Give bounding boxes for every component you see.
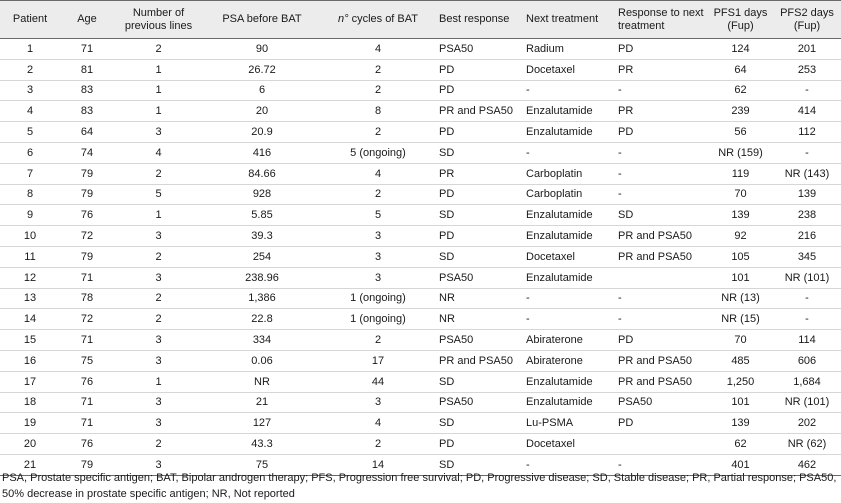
table-row bbox=[0, 226, 841, 247]
cell-patient: 15 bbox=[0, 330, 60, 351]
cell-pfs2: 606 bbox=[773, 350, 841, 371]
cell-cycles-of-bat: 4 bbox=[321, 413, 435, 434]
cell-best-response: SD bbox=[435, 142, 522, 163]
header-age: Age bbox=[60, 1, 114, 39]
cell-pfs2: NR (143) bbox=[773, 163, 841, 184]
table-row bbox=[0, 434, 841, 455]
cell-psa-before-bat: 5.85 bbox=[203, 205, 321, 226]
cell-previous-lines: 5 bbox=[114, 184, 203, 205]
cell-pfs2: 114 bbox=[773, 330, 841, 351]
cell-pfs2: 216 bbox=[773, 226, 841, 247]
cell-response-next-treatment: PSA50 bbox=[614, 392, 708, 413]
cell-patient: 14 bbox=[0, 309, 60, 330]
header-pfs1: PFS1 days (Fup) bbox=[708, 1, 773, 39]
cell-response-next-treatment: PR bbox=[614, 59, 708, 80]
cell-age: 76 bbox=[60, 371, 114, 392]
cell-pfs1: 1,250 bbox=[708, 371, 773, 392]
cell-response-next-treatment: - bbox=[614, 184, 708, 205]
cell-patient: 20 bbox=[0, 434, 60, 455]
cell-response-next-treatment bbox=[614, 434, 708, 455]
cell-patient: 8 bbox=[0, 184, 60, 205]
cell-previous-lines: 1 bbox=[114, 101, 203, 122]
cell-next-treatment: Enzalutamide bbox=[522, 371, 614, 392]
cell-best-response: NR bbox=[435, 288, 522, 309]
cell-age: 78 bbox=[60, 288, 114, 309]
cell-psa-before-bat: 254 bbox=[203, 246, 321, 267]
header-row bbox=[0, 1, 841, 39]
cell-age: 83 bbox=[60, 101, 114, 122]
cell-age: 79 bbox=[60, 163, 114, 184]
cell-cycles-of-bat: 1 (ongoing) bbox=[321, 309, 435, 330]
cell-psa-before-bat: 22.8 bbox=[203, 309, 321, 330]
cell-age: 76 bbox=[60, 205, 114, 226]
cell-psa-before-bat: 0.06 bbox=[203, 350, 321, 371]
cell-patient: 16 bbox=[0, 350, 60, 371]
cell-age: 75 bbox=[60, 350, 114, 371]
cell-patient: 21 bbox=[0, 454, 60, 475]
cell-patient: 10 bbox=[0, 226, 60, 247]
header-patient: Patient bbox=[0, 1, 60, 39]
cell-pfs2: - bbox=[773, 309, 841, 330]
cell-cycles-of-bat: 2 bbox=[321, 122, 435, 143]
cell-response-next-treatment: - bbox=[614, 142, 708, 163]
cell-previous-lines: 2 bbox=[114, 309, 203, 330]
cell-response-next-treatment: PD bbox=[614, 122, 708, 143]
cell-best-response: PR and PSA50 bbox=[435, 101, 522, 122]
table-row bbox=[0, 330, 841, 351]
cell-next-treatment: Docetaxel bbox=[522, 246, 614, 267]
cell-pfs1: 485 bbox=[708, 350, 773, 371]
cell-patient: 11 bbox=[0, 246, 60, 267]
cell-previous-lines: 2 bbox=[114, 163, 203, 184]
cell-previous-lines: 3 bbox=[114, 267, 203, 288]
cell-next-treatment: Enzalutamide bbox=[522, 122, 614, 143]
cell-pfs1: NR (13) bbox=[708, 288, 773, 309]
cell-patient: 13 bbox=[0, 288, 60, 309]
cell-age: 72 bbox=[60, 309, 114, 330]
cell-response-next-treatment: - bbox=[614, 454, 708, 475]
cell-pfs2: NR (101) bbox=[773, 392, 841, 413]
cell-pfs1: 70 bbox=[708, 184, 773, 205]
cell-cycles-of-bat: 17 bbox=[321, 350, 435, 371]
cell-cycles-of-bat: 2 bbox=[321, 59, 435, 80]
cell-age: 71 bbox=[60, 330, 114, 351]
cell-psa-before-bat: 20 bbox=[203, 101, 321, 122]
cell-cycles-of-bat: 14 bbox=[321, 454, 435, 475]
cell-response-next-treatment: PD bbox=[614, 330, 708, 351]
cell-patient: 7 bbox=[0, 163, 60, 184]
cell-next-treatment: Radium bbox=[522, 39, 614, 60]
cell-cycles-of-bat: 3 bbox=[321, 246, 435, 267]
cell-cycles-of-bat: 2 bbox=[321, 434, 435, 455]
table-row bbox=[0, 288, 841, 309]
cell-cycles-of-bat: 8 bbox=[321, 101, 435, 122]
cell-pfs2: 345 bbox=[773, 246, 841, 267]
cell-cycles-of-bat: 2 bbox=[321, 80, 435, 101]
cell-previous-lines: 3 bbox=[114, 226, 203, 247]
cell-psa-before-bat: 84.66 bbox=[203, 163, 321, 184]
cell-best-response: SD bbox=[435, 205, 522, 226]
cell-patient: 3 bbox=[0, 80, 60, 101]
cell-cycles-of-bat: 2 bbox=[321, 184, 435, 205]
cell-pfs2: 112 bbox=[773, 122, 841, 143]
cell-age: 71 bbox=[60, 39, 114, 60]
cell-next-treatment: Lu-PSMA bbox=[522, 413, 614, 434]
cell-cycles-of-bat: 3 bbox=[321, 226, 435, 247]
cell-previous-lines: 2 bbox=[114, 39, 203, 60]
cell-previous-lines: 2 bbox=[114, 288, 203, 309]
cell-next-treatment: Enzalutamide bbox=[522, 392, 614, 413]
cell-next-treatment: - bbox=[522, 142, 614, 163]
cell-next-treatment: - bbox=[522, 309, 614, 330]
cell-psa-before-bat: 6 bbox=[203, 80, 321, 101]
table-footnote: PSA, Prostate specific antigen; BAT, Bipolar androgen therapy; PFS, Progression free survival; PD, Progressive disease; SD, Stable disease; PR, Partial response; PSA50, 50% decrease in prostate specific antigen; NR, Not reported bbox=[2, 472, 837, 500]
cell-best-response: PSA50 bbox=[435, 267, 522, 288]
cell-pfs1: NR (159) bbox=[708, 142, 773, 163]
cell-psa-before-bat: 20.9 bbox=[203, 122, 321, 143]
cell-next-treatment: Carboplatin bbox=[522, 184, 614, 205]
table-row bbox=[0, 350, 841, 371]
cell-patient: 6 bbox=[0, 142, 60, 163]
header-cycles-prefix: n° bbox=[337, 13, 349, 25]
header-next-treatment: Next treatment bbox=[522, 1, 614, 39]
cell-previous-lines: 3 bbox=[114, 392, 203, 413]
cell-pfs1: 105 bbox=[708, 246, 773, 267]
cell-best-response: PD bbox=[435, 184, 522, 205]
cell-pfs1: 56 bbox=[708, 122, 773, 143]
cell-patient: 4 bbox=[0, 101, 60, 122]
cell-patient: 1 bbox=[0, 39, 60, 60]
cell-age: 74 bbox=[60, 142, 114, 163]
cell-next-treatment: Docetaxel bbox=[522, 434, 614, 455]
table-row bbox=[0, 142, 841, 163]
header-best-response: Best response bbox=[435, 1, 522, 39]
cell-psa-before-bat: 1,386 bbox=[203, 288, 321, 309]
cell-age: 71 bbox=[60, 267, 114, 288]
header-cycles-suffix: cycles of BAT bbox=[348, 13, 418, 25]
cell-pfs1: 64 bbox=[708, 59, 773, 80]
cell-patient: 5 bbox=[0, 122, 60, 143]
cell-patient: 9 bbox=[0, 205, 60, 226]
cell-psa-before-bat: 26.72 bbox=[203, 59, 321, 80]
cell-best-response: PD bbox=[435, 434, 522, 455]
cell-best-response: PD bbox=[435, 59, 522, 80]
cell-pfs1: 139 bbox=[708, 205, 773, 226]
header-cycles-of-bat bbox=[321, 1, 435, 39]
table-row bbox=[0, 163, 841, 184]
table-row bbox=[0, 205, 841, 226]
cell-psa-before-bat: 127 bbox=[203, 413, 321, 434]
cell-best-response: NR bbox=[435, 309, 522, 330]
cell-pfs1: 62 bbox=[708, 80, 773, 101]
table-body bbox=[0, 39, 841, 476]
table-row bbox=[0, 309, 841, 330]
cell-next-treatment: Carboplatin bbox=[522, 163, 614, 184]
cell-psa-before-bat: NR bbox=[203, 371, 321, 392]
cell-pfs2: 1,684 bbox=[773, 371, 841, 392]
cell-response-next-treatment: PD bbox=[614, 413, 708, 434]
cell-best-response: PSA50 bbox=[435, 39, 522, 60]
cell-previous-lines: 3 bbox=[114, 122, 203, 143]
cell-cycles-of-bat: 4 bbox=[321, 163, 435, 184]
cell-response-next-treatment: - bbox=[614, 80, 708, 101]
cell-cycles-of-bat: 3 bbox=[321, 392, 435, 413]
cell-pfs2: 238 bbox=[773, 205, 841, 226]
cell-response-next-treatment: - bbox=[614, 288, 708, 309]
cell-best-response: PR and PSA50 bbox=[435, 350, 522, 371]
cell-response-next-treatment: - bbox=[614, 309, 708, 330]
cell-previous-lines: 1 bbox=[114, 205, 203, 226]
cell-patient: 2 bbox=[0, 59, 60, 80]
cell-age: 76 bbox=[60, 434, 114, 455]
cell-cycles-of-bat: 5 (ongoing) bbox=[321, 142, 435, 163]
cell-patient: 12 bbox=[0, 267, 60, 288]
cell-age: 79 bbox=[60, 246, 114, 267]
cell-next-treatment: Enzalutamide bbox=[522, 267, 614, 288]
cell-pfs1: 401 bbox=[708, 454, 773, 475]
cell-age: 79 bbox=[60, 184, 114, 205]
cell-pfs2: 462 bbox=[773, 454, 841, 475]
cell-previous-lines: 3 bbox=[114, 350, 203, 371]
cell-pfs2: - bbox=[773, 142, 841, 163]
cell-best-response: PD bbox=[435, 80, 522, 101]
cell-next-treatment: Docetaxel bbox=[522, 59, 614, 80]
cell-age: 64 bbox=[60, 122, 114, 143]
cell-age: 71 bbox=[60, 392, 114, 413]
cell-pfs2: 139 bbox=[773, 184, 841, 205]
cell-best-response: PR bbox=[435, 163, 522, 184]
cell-pfs1: 124 bbox=[708, 39, 773, 60]
cell-response-next-treatment bbox=[614, 267, 708, 288]
cell-best-response: SD bbox=[435, 454, 522, 475]
cell-pfs1: 119 bbox=[708, 163, 773, 184]
cell-best-response: PD bbox=[435, 122, 522, 143]
cell-next-treatment: - bbox=[522, 288, 614, 309]
cell-best-response: SD bbox=[435, 246, 522, 267]
cell-age: 71 bbox=[60, 413, 114, 434]
table-row bbox=[0, 246, 841, 267]
table-row bbox=[0, 392, 841, 413]
cell-cycles-of-bat: 44 bbox=[321, 371, 435, 392]
cell-pfs2: - bbox=[773, 288, 841, 309]
cell-best-response: PSA50 bbox=[435, 330, 522, 351]
cell-patient: 18 bbox=[0, 392, 60, 413]
header-psa-before-bat: PSA before BAT bbox=[203, 1, 321, 39]
cell-pfs1: 101 bbox=[708, 392, 773, 413]
cell-psa-before-bat: 75 bbox=[203, 454, 321, 475]
cell-psa-before-bat: 90 bbox=[203, 39, 321, 60]
header-previous-lines: Number of previous lines bbox=[114, 1, 203, 39]
cell-pfs1: 92 bbox=[708, 226, 773, 247]
cell-cycles-of-bat: 5 bbox=[321, 205, 435, 226]
cell-response-next-treatment: PR and PSA50 bbox=[614, 371, 708, 392]
cell-pfs2: 202 bbox=[773, 413, 841, 434]
cell-next-treatment: Abiraterone bbox=[522, 350, 614, 371]
cell-previous-lines: 1 bbox=[114, 80, 203, 101]
cell-response-next-treatment: PD bbox=[614, 39, 708, 60]
cell-psa-before-bat: 334 bbox=[203, 330, 321, 351]
cell-response-next-treatment: SD bbox=[614, 205, 708, 226]
cell-previous-lines: 1 bbox=[114, 59, 203, 80]
cell-previous-lines: 2 bbox=[114, 434, 203, 455]
cell-previous-lines: 1 bbox=[114, 371, 203, 392]
cell-pfs1: 239 bbox=[708, 101, 773, 122]
table-header bbox=[0, 1, 841, 39]
cell-pfs1: 62 bbox=[708, 434, 773, 455]
cell-psa-before-bat: 39.3 bbox=[203, 226, 321, 247]
header-pfs2: PFS2 days (Fup) bbox=[773, 1, 841, 39]
cell-response-next-treatment: PR bbox=[614, 101, 708, 122]
table-row bbox=[0, 39, 841, 60]
cell-cycles-of-bat: 2 bbox=[321, 330, 435, 351]
cell-psa-before-bat: 43.3 bbox=[203, 434, 321, 455]
table-row bbox=[0, 80, 841, 101]
table-row bbox=[0, 184, 841, 205]
cell-age: 72 bbox=[60, 226, 114, 247]
cell-best-response: PSA50 bbox=[435, 392, 522, 413]
cell-previous-lines: 3 bbox=[114, 330, 203, 351]
cell-previous-lines: 4 bbox=[114, 142, 203, 163]
cell-best-response: SD bbox=[435, 413, 522, 434]
cell-pfs1: 139 bbox=[708, 413, 773, 434]
cell-previous-lines: 3 bbox=[114, 413, 203, 434]
cell-next-treatment: Enzalutamide bbox=[522, 205, 614, 226]
cell-previous-lines: 3 bbox=[114, 454, 203, 475]
table-row bbox=[0, 59, 841, 80]
header-response-next-treatment: Response to next treatment bbox=[614, 1, 708, 39]
cell-pfs1: 70 bbox=[708, 330, 773, 351]
cell-age: 83 bbox=[60, 80, 114, 101]
cell-age: 79 bbox=[60, 454, 114, 475]
cell-pfs2: 414 bbox=[773, 101, 841, 122]
cell-pfs2: 253 bbox=[773, 59, 841, 80]
cell-cycles-of-bat: 1 (ongoing) bbox=[321, 288, 435, 309]
cell-response-next-treatment: PR and PSA50 bbox=[614, 226, 708, 247]
table-row bbox=[0, 101, 841, 122]
cell-pfs1: 101 bbox=[708, 267, 773, 288]
cell-cycles-of-bat: 4 bbox=[321, 39, 435, 60]
cell-psa-before-bat: 238.96 bbox=[203, 267, 321, 288]
cell-next-treatment: - bbox=[522, 454, 614, 475]
table-row bbox=[0, 413, 841, 434]
cell-age: 81 bbox=[60, 59, 114, 80]
cell-best-response: PD bbox=[435, 226, 522, 247]
cell-psa-before-bat: 928 bbox=[203, 184, 321, 205]
table-row bbox=[0, 371, 841, 392]
cell-patient: 17 bbox=[0, 371, 60, 392]
cell-pfs2: NR (101) bbox=[773, 267, 841, 288]
cell-response-next-treatment: PR and PSA50 bbox=[614, 350, 708, 371]
cell-previous-lines: 2 bbox=[114, 246, 203, 267]
cell-psa-before-bat: 21 bbox=[203, 392, 321, 413]
table-row bbox=[0, 267, 841, 288]
table-row bbox=[0, 122, 841, 143]
cell-next-treatment: Enzalutamide bbox=[522, 226, 614, 247]
cell-next-treatment: - bbox=[522, 80, 614, 101]
cell-response-next-treatment: PR and PSA50 bbox=[614, 246, 708, 267]
cell-patient: 19 bbox=[0, 413, 60, 434]
cell-next-treatment: Abiraterone bbox=[522, 330, 614, 351]
cell-cycles-of-bat: 3 bbox=[321, 267, 435, 288]
cell-pfs1: NR (15) bbox=[708, 309, 773, 330]
cell-pfs2: 201 bbox=[773, 39, 841, 60]
cell-pfs2: - bbox=[773, 80, 841, 101]
cell-pfs2: NR (62) bbox=[773, 434, 841, 455]
cell-psa-before-bat: 416 bbox=[203, 142, 321, 163]
cell-next-treatment: Enzalutamide bbox=[522, 101, 614, 122]
cell-response-next-treatment: - bbox=[614, 163, 708, 184]
cell-best-response: SD bbox=[435, 371, 522, 392]
